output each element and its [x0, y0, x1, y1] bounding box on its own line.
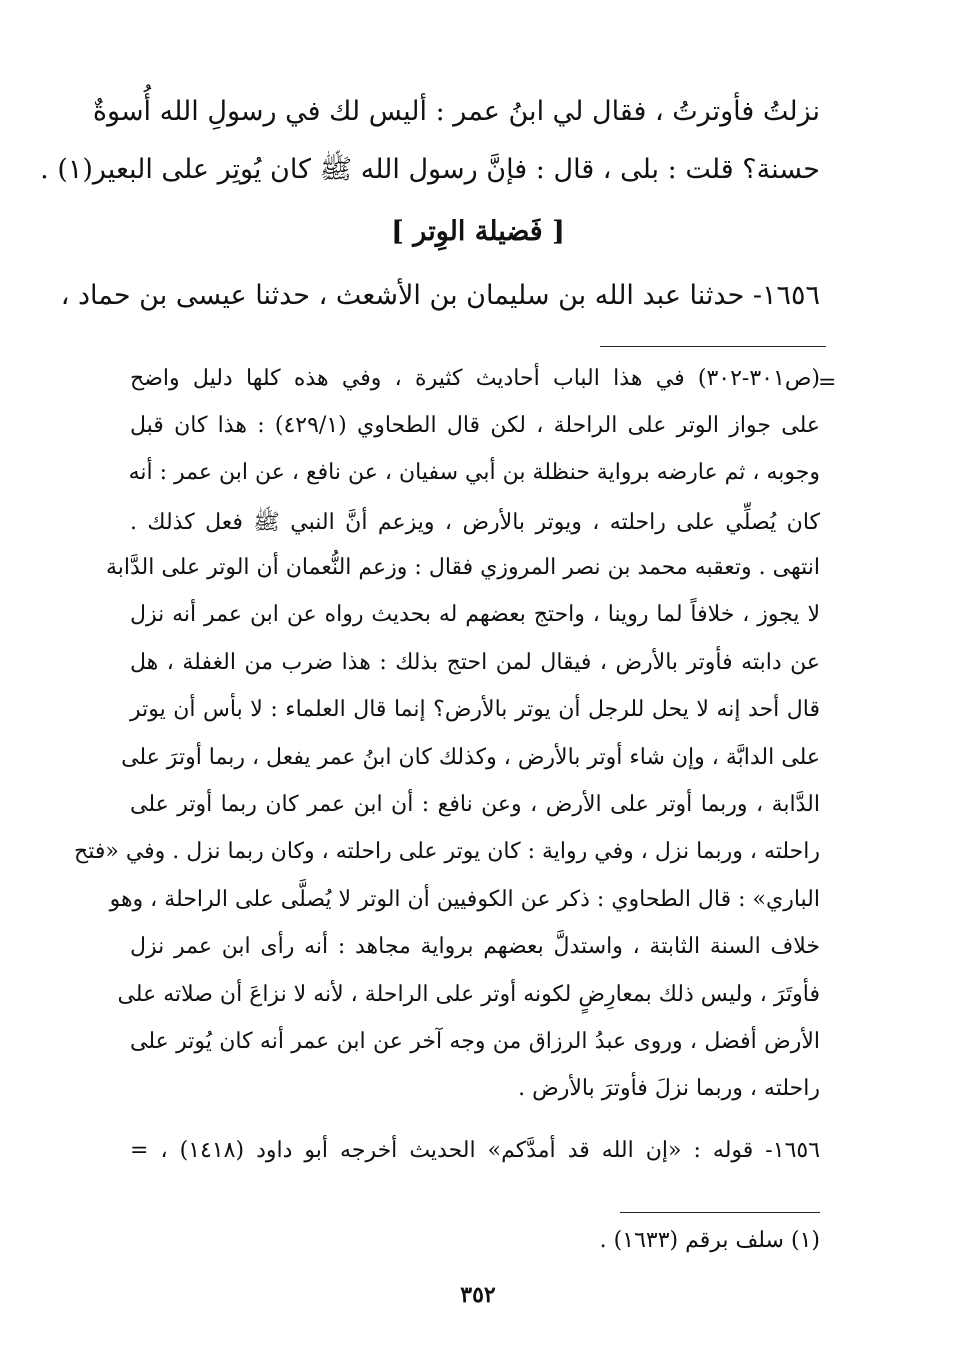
commentary-line: على الدابَّة ، وإن شاء أوتر بالأرض ، وكذلك كان ابنُ عمر يفعل ، ربما أوترَ على [121, 745, 820, 770]
note-1656: ١٦٥٦- قوله : «إن الله قد أمدَّكم» الحديث أخرجه أبو داود (١٤١٨) ، = [130, 1138, 821, 1163]
footnote-1: (١) سلف برقم (١٦٣٣) . [599, 1228, 820, 1253]
footnote-separator [620, 1212, 820, 1213]
commentary-line: راحلته ، وربما نزل ، وفي رواية : كان يوتر على راحلته ، وكان ربما نزل . وفي «فتح [74, 839, 820, 864]
continuation-mark: = [818, 370, 837, 395]
commentary-line: انتهى . وتعقبه محمد بن نصر المروزي فقال : وزعم النُّعمان أن الوتر على الدَّابة [105, 555, 820, 580]
main-text-line-1: نزلتُ فأوترتُ ، فقال لي ابنُ عمر : أليس لك في رسولِ الله أُسوةٌ [92, 96, 820, 127]
commentary-line: خلاف السنة الثابتة ، واستدلَّ بعضهم برواية مجاهد : أنه رأى ابن عمر نزل [130, 934, 820, 959]
page-number: ٣٥٢ [460, 1282, 496, 1308]
commentary-separator [600, 346, 826, 347]
commentary-line: على جواز الوتر على الراحلة ، لكن قال الطحاوي (٤٢٩/١) : هذا كان قبل [130, 413, 820, 438]
commentary-line: (ص٣٠١-٣٠٢) في هذا الباب أحاديث كثيرة ، وفي هذه كلها دليل واضح [130, 366, 820, 391]
commentary-line: الدَّابة ، وربما أوتر على الأرض ، وعن نافع : أن ابن عمر كان ربما أوتر على [130, 792, 820, 817]
commentary-line: كان يُصلِّي على راحلته ، ويوتر بالأرض ، ويزعم أنَّ النبي ﷺ فعل كذلك . [130, 510, 820, 535]
hadith-line: ١٦٥٦- حدثنا عبد الله بن سليمان بن الأشعث ، حدثنا عيسى بن حماد ، [60, 280, 820, 311]
main-text-line-2: حسنة؟ قلت : بلى ، قال : فإنَّ رسول الله ﷺ كان يُوتِر على البعير(١) . [40, 154, 820, 185]
commentary-line: وجوبه ، ثم عارضه برواية حنظلة بن أبي سفيان ، عن نافع ، عن ابن عمر : أنه [128, 460, 820, 485]
commentary-line: لا يجوز ، خلافاً لما روينا ، واحتج بعضهم له بحديث رواه عن ابن عمر أنه نزل [130, 602, 820, 627]
commentary-line-last: راحلته ، وربما نزلَ فأوترَ بالأرض . [518, 1076, 820, 1101]
commentary-line: عن دابته فأوتر بالأرض ، فيقال لمن احتج بذلك : هذا ضرب من الغفلة ، هل [130, 650, 820, 675]
section-heading: [ فَضيلة الوِتر ] [391, 216, 565, 247]
commentary-line: الأرض أفضل ، وروى عبدُ الرزاق من وجه آخر عن ابن عمر أنه كان يُوتر على [130, 1029, 820, 1054]
commentary-line: الباري» : قال الطحاوي : ذكر عن الكوفيين أن الوتر لا يُصلَّى على الراحلة ، وهو [109, 887, 820, 912]
commentary-line: فأوتَرَ ، وليس ذلك بمعارِضٍ لكونه أوتر على الراحلة ، لأنه لا نزاعَ أن صلاته على [117, 982, 820, 1007]
commentary-line: قال أحد إنه لا يحل للرجل أن يوتر بالأرض؟ إنما قال العلماء : لا بأس أن يوتر [130, 697, 820, 722]
